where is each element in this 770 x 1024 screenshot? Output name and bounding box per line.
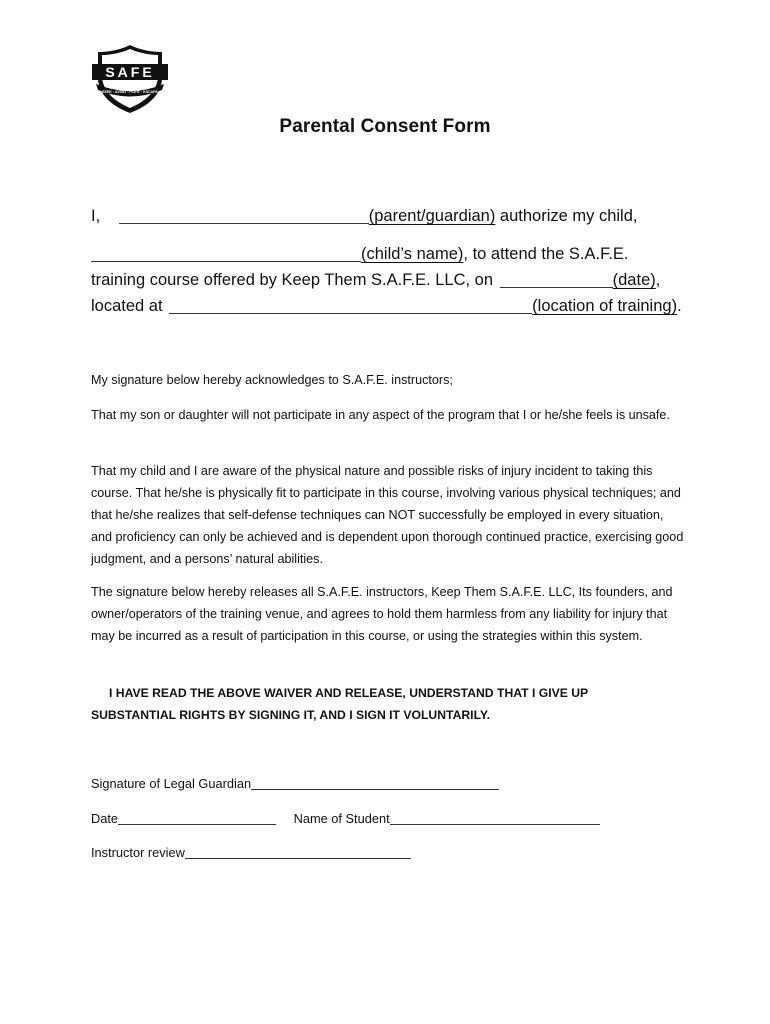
release-paragraph: The signature below hereby releases all S.A.F.E. instructors, Keep Them S.A.F.E. LLC, Its founders, and owner/operators of the training venue, and agrees to hold them harmless from any liability for injury that may be incurred as a result of participation in this course, or using the strategies within this system. (91, 585, 673, 643)
intro-line-2-suffix: , to attend the S.A.F.E. (463, 245, 629, 263)
waiver-statement (91, 682, 691, 726)
svg-text:SAFE: SAFE (105, 64, 155, 80)
page-title: Parental Consent Form (279, 116, 491, 137)
intro-line-3-suffix: , (655, 271, 661, 289)
shield-logo-icon (88, 42, 172, 116)
student-name-field[interactable] (390, 810, 600, 825)
waiver-line-2: SUBSTANTIAL RIGHTS BY SIGNING IT, AND I SIGN IT VOLUNTARILY. (91, 708, 491, 722)
intro-line-4 (91, 295, 682, 317)
intro-line-3-prefix: training course offered by Keep Them S.A.F.E. LLC, on (91, 271, 494, 289)
date-field[interactable] (500, 269, 613, 288)
waiver-line-1: I HAVE READ THE ABOVE WAIVER AND RELEASE, UNDERSTAND THAT I GIVE UP (109, 686, 589, 700)
guardian-signature-label: Signature of Legal Guardian (91, 776, 252, 791)
risk-paragraph: That my child and I are aware of the physical nature and possible risks of injury incident to taking this course. That he/she is physically fit to participate in this course, involving various physical techniques; and that he/she realizes that self-defense techniques can NOT successfully be employed in every situation, and proficiency can only be achieved and is dependent upon thorough continued practice, exercising good judgment, and a persons’ natural abilities. (91, 464, 684, 566)
acknowledgement-paragraph: My signature below hereby acknowledges to S.A.F.E. instructors; (91, 373, 453, 387)
svg-text:SEEK · AVOID · FIGHT · ESCAPE: SEEK · AVOID · FIGHT · ESCAPE (102, 90, 158, 94)
signature-date-field[interactable] (118, 810, 276, 825)
child-name-field[interactable] (91, 243, 361, 262)
parent-guardian-field[interactable] (119, 205, 369, 224)
intro-line-1-suffix: authorize my child, (495, 207, 638, 225)
guardian-signature-row (91, 774, 499, 794)
location-label: (location of training) (532, 297, 678, 315)
child-name-label: (child’s name) (361, 245, 464, 263)
intro-line-4-prefix: located at (91, 297, 163, 315)
student-name-label: Name of Student (293, 811, 390, 826)
intro-line-1 (91, 205, 638, 227)
guardian-signature-field[interactable] (251, 775, 499, 790)
intro-line-2 (91, 243, 629, 265)
participation-paragraph: That my son or daughter will not participate in any aspect of the program that I or he/she feels is unsafe. (91, 408, 670, 422)
intro-line-4-suffix: . (677, 297, 682, 315)
date-student-row (91, 809, 600, 829)
instructor-review-label: Instructor review (91, 845, 185, 860)
intro-prefix: I, (91, 207, 101, 225)
intro-line-3 (91, 269, 660, 291)
safe-logo (88, 42, 172, 116)
parent-guardian-label: (parent/guardian) (368, 207, 496, 225)
date-label: (date) (612, 271, 656, 289)
instructor-review-row (91, 843, 411, 863)
signature-date-label: Date (91, 811, 119, 826)
instructor-review-field[interactable] (185, 844, 411, 859)
location-field[interactable] (169, 295, 532, 314)
